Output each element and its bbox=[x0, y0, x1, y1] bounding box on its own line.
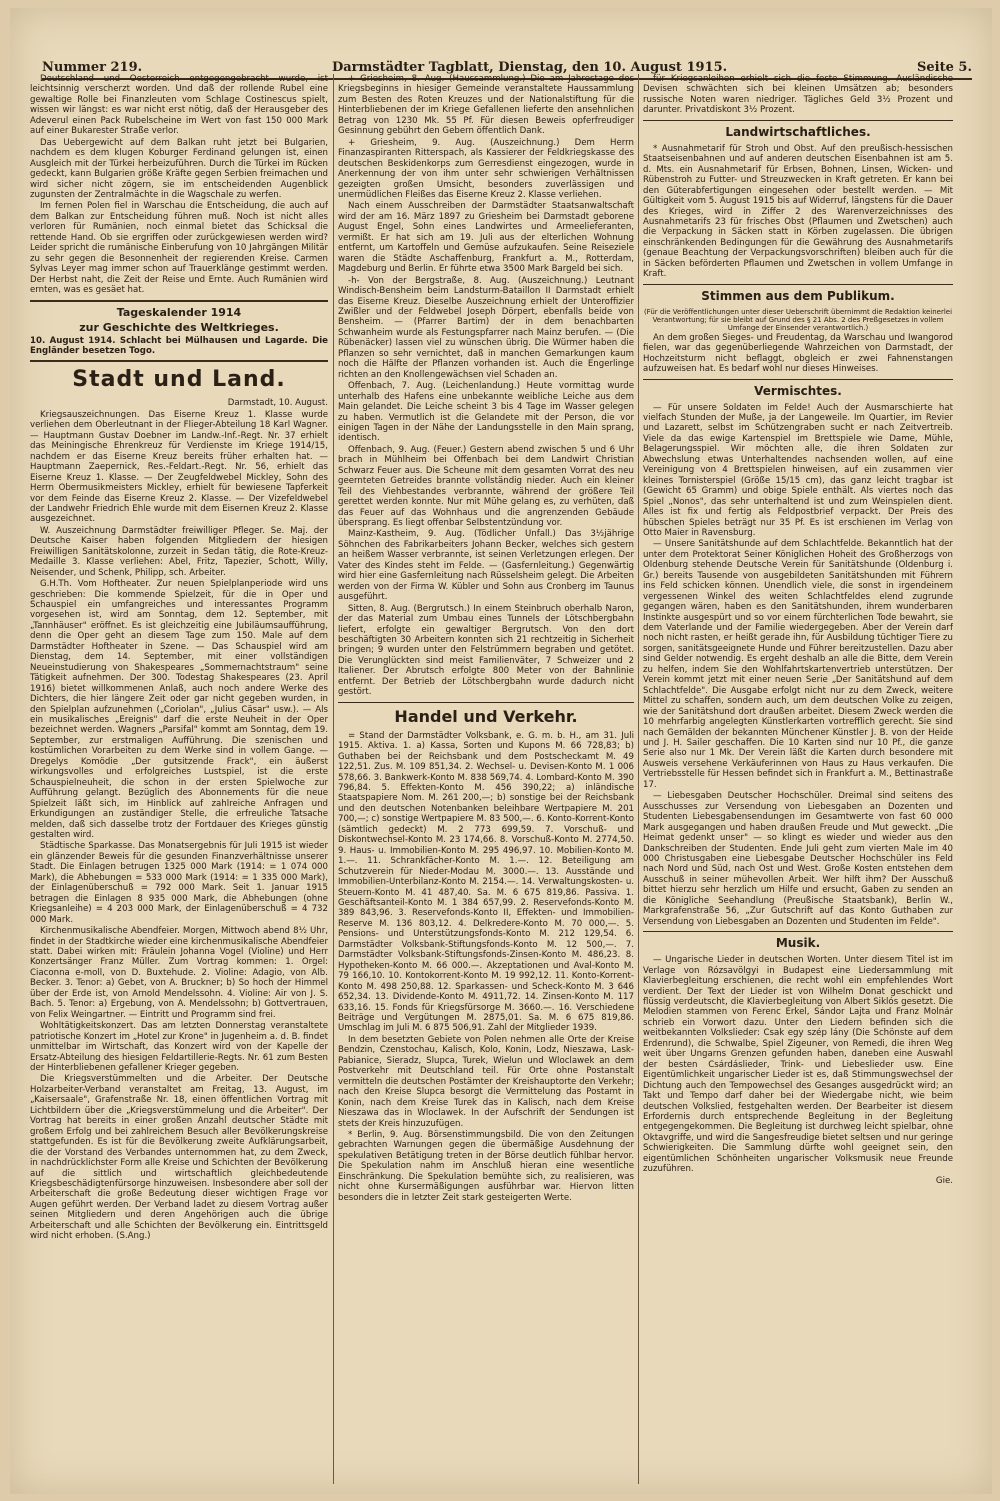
article-paragraph: — Für unsere Soldaten im Felde! Auch der Ausmarschierte hat vielfach Stunden der Muße, ja der Langeweile. Im Quartier, im Revier und Lazarett, selbst im Schützengraben sucht er nach Zeitvertreib. Viele da das ewige Kartenspiel im Brettspiele wie Dame, Mühle, Belagerungsspiel. Wir möchten alle, die ihren Soldaten zur Abwechslung etwas Unterhaltendes nachsenden wollen, auf eine Vereinigung von 4 Brettspielen hinweisen, auf ein zusammen vier kleines Tornisterspiel (Größe 15/15 cm), das ganz leicht tragbar ist (Gewicht 65 Gramm) und obige Spiele enthält. Als viertes noch das Spiel „Nonos", das sehr unterhaltend ist und zum Weinspielen dient. Alles ist fix und fertig als Feldpostbrief verpackt. Der Preis des hübschen Spieles beträgt nur 35 Pf. Es ist erschienen im Verlag von Otto Maier in Ravensburg. bbox=[643, 402, 953, 538]
article-paragraph: — Ungarische Lieder in deutschen Worten. Unter diesem Titel ist im Verlage von Rózsavölgyi in Budapest eine Liedersammlung mit Klavierbegleitung erschienen, die recht wohl ein empfehlendes Wort verdient. Der Text der Lieder ist von Wilhelm Donat geschickt und flüssig verdeutscht, die Klavierbegleitung von Albert Siklós gesetzt. Die Melodien stammen von Ferenc Erkel, Sándor Lajta und Franz Molnár schrieb ein Vorwort dazu. Unter den Liedern befinden sich die weitbekannten Volkslieder: Csak egy szép lány (Die Schönste auf dem Erdenrund), die Schwalbe, Spiel Zigeuner, von Remedi, die ihren Weg weit über Ungarns Grenzen gefunden haben, daneben eine Auswahl der besten Csárdáslieder, Trink- und Liebeslieder usw. Eine Eigentümlichkeit ungarischer Lieder ist es, daß Stimmungswechsel der Dichtung auch den Tempowechsel des Gesanges ausgedrückt wird; an Takt und Tempo darf daher bei der Wiedergabe nicht, wie beim deutschen Volkslied, festgehalten werden. Der Bearbeiter ist diesem Erfordernis durch entsprechende Begleitung in der Begleitung entgegengekommen. Die Begleitung ist durchweg leicht spielbar, ohne Oktavgriffe, und wird die Sangesfreudige bietet seltsen und nur geringe Schwierigkeiten. Die Sammlung dürfte wohl geeignet sein, den eigentümlichen Schönheiten ungarischer Volksmusik neue Freunde zuzuführen. bbox=[643, 955, 953, 1175]
article-paragraph: Offenbach, 7. Aug. (Leichenlandung.) Heute vormittag wurde unterhalb des Hafens eine unbekannte weibliche Leiche aus dem Main gelandet. Die Leiche scheint 3 bis 4 Tage im Wasser gelegen zu haben. Vermutlich ist die Gelandete mit der Person, die vor einigen Tagen in der Nähe der Landungsstelle in den Main sprang, identisch. bbox=[338, 381, 634, 444]
dateline: Darmstadt, 10. August. bbox=[227, 398, 328, 409]
section-heading-landwirtschaftliches: Landwirtschaftliches. bbox=[725, 124, 871, 139]
article-paragraph: Das Uebergewicht auf dem Balkan ruht jetzt bei Bulgarien, nachdem es dem klugen Koburger Ferdinand gelungen ist, einen Ausgleich mit der Türkei herbeizuführen. Durch die Türkei im Rücken gedeckt, kann Bulgarien größe Kräfte gegen Serbien freimachen und wird sicher nicht zögern, sie im entscheidenden Augenblick zugunsten der Zentralmächte in die Wagschale zu werfen. bbox=[30, 137, 328, 200]
article-paragraph: + Griesheim, 9. Aug. (Auszeichnung.) Dem Herrn Finanzaspiranten Ritterspach, als Kassierer der Feldkriegskasse des deutschen Beskidenkorps zum Gerresdienst eingezogen, wurde in Anerkennung der von ihm unter sehr schwierigen Verhältnissen gezeigten großen Umsicht, besonders zuverlässigen und unermüdlichen Fleißes das Eiserne Kreuz 2. Klasse verliehen. bbox=[338, 137, 634, 200]
article-paragraph: Die Kriegsverstümmelten und die Arbeiter. Der Deutsche Holzarbeiter-Verband veranstaltet am Freitag, 13. August, im „Kaisersaale", Grafenstraße Nr. 18, einen öffentlichen Vortrag mit Lichtbildern über die „Kriegsverstümmelung und die Arbeiter". Der Vortrag hat bereits in einer großen Anzahl deutscher Städte mit großem Erfolg und bei zahlreichem Besuch aller Bevölkerungskreise stattgefunden. Es ist für die Bevölkerung zweite Aufklärungsarbeit, die der Vorstand des Verbandes unternommen hat, zu dem Zweck, in nachdrücklichster Form alle Kreise und Schichten der Bevölkerung auf die sittlich und wirtschaftlich gleichbedeutende Kriegsbeschädigtenfürsorge hinzuweisen. Insbesondere aber soll der Arbeiterschaft die große Bedeutung dieser wichtigen Frage vor Augen geführt werden. Der Verband ladet zu diesem Vortrag außer seinen Mitgliedern und deren Angehörigen auch die übrige Arbeiterschaft und alle Schichten der Bevölkerung ein. Eintrittsgeld wird nicht erhoben. (S.Ang.) bbox=[30, 1074, 328, 1242]
author-signature: Gie. bbox=[935, 1175, 953, 1186]
page-number: Seite 5. bbox=[917, 59, 972, 75]
article-paragraph: An dem großen Sieges- und Freudentag, da Warschau und Iwangorod fielen, war das gegenüberliegende Wahrzeichen von Darmstadt, der Hochzeitsturm nicht beflaggt, obgleich er zwei Fahnenstangen aufzuweisen hat. Es bedarf wohl nur dieses Hinweises. bbox=[643, 332, 953, 375]
article-paragraph: Im fernen Polen fiel in Warschau die Entscheidung, die auch auf dem Balkan zur Entscheidung führen muß. Noch ist nicht alles verloren für Rumänien, noch einmal bietet das Schicksal die rettende Hand. Ob sie ergriffen oder zurückgewiesen werden wird? Leider spricht die rumänische Einberufung von 10 Jahrgängen Militär zu sehr gegen die Besonnenheit der regierenden Kreise. Carmen Sylvas Leyer mag immer schon auf Trauerklänge gestimmt werden. Der Herbst naht, die Zeit der Reise und Ernte. Auch Rumänien wird ernten, was es gesäet hat. bbox=[30, 201, 328, 296]
divider bbox=[643, 284, 953, 285]
article-paragraph: -h- Von der Bergstraße, 8. Aug. (Auszeichnung.) Leutnant Windisch-Bensheim beim Landsturm-Bataillon II Darmstadt erhielt das Eiserne Kreuz. Dieselbe Auszeichnung erhielt der Unteroffizier Zwißler und der Feldwebel Joseph Dörpert, ebenfalls beide von Bensheim. — (Pfarrer Bartim) der in dem benachbarten Schwanheim wurde als Festungspfarrer nach Mainz berufen. — (Die Rübenäcker) lassen viel zu wünschen übrig. Die Würmer haben die Pflanzen so sehr vernichtet, daß in manchen Gemarkungen kaum noch die Hälfte der Pflanzen vorhanden ist. Auch die Engerlinge richten an den Knollengewächsen viel Schaden an. bbox=[338, 275, 634, 380]
article-paragraph: In dem besetzten Gebiete von Polen nehmen alle Orte der Kreise Bendzin, Czenstochau, Kalisch, Kolo, Konin, Lodz, Nieszawa, Lask-Pabianice, Sieradz, Slupca, Turek, Wielun und Wloclawek an dem Postverkehr mit Deutschland teil. Für Orte ohne Postanstalt vermitteln die deutschen Postämter der Kreishauptorte den Verkehr; nach den Kreise Slupca besorgt die Vermittelung das Postamt in Konin, nach dem Kreise Turek das in Kalisch, nach dem Kreise Nieszawa das in Wloclawek. In der Aufschrift der Sendungen ist stets der Kreis hinzuzufügen. bbox=[338, 1034, 634, 1129]
article-paragraph: * Ausnahmetarif für Stroh und Obst. Auf den preußisch-hessischen Staatseisenbahnen und auf anderen deutschen Eisenbahnen ist am 5. d. Mts. ein Ausnahmetarif für Erbsen, Bohnen, Linsen, Wicken- und Rübenstroh zu Futter- und Streuzwecken in Kraft getreten. Er kann bei den Güterabfertigungen eingesehen oder bestellt werden. — Mit Gültigkeit vom 5. August 1915 bis auf Widerruf, längstens für die Dauer des Krieges, wird in Ziffer 2 des Warenverzeichnisses des Ausnahmetarifs 23 für frisches Obst (Pflaumen und Zwetschen) auch die Verpackung in Säcken statt in Körben zugelassen. Die übrigen einschränkenden Bedingungen für die Gewährung des Ausnahmetarifs (genaue Beachtung der Verpackungsvorschriften) bleiben auch für die in Säcken beförderten Pflaumen und Zwetschen in vollem Umfange in Kraft. bbox=[643, 143, 953, 280]
article-paragraph: für Kriegsanleihen erhielt sich die feste Stimmung. Ausländische Devisen schwächten sich bei kleinen Umsätzen ab; besonders russische Noten waren niedriger. Tägliches Geld 3½ Prozent und darunter. Privatdiskont 3½ Prozent. bbox=[643, 74, 953, 116]
article-paragraph: Wohltätigkeitskonzert. Das am letzten Donnerstag veranstaltete patriotische Konzert im „Hotel zur Krone" in Jugenheim a. d. B. findet unmittelbar im Wirtschaft, das Konzert wird von der Kapelle der Ersatz-Abteilung des hiesigen Feldartillerie-Regts. Nr. 61 zum Besten der Hinterbliebenen gefallener Krieger gegeben. bbox=[30, 1021, 328, 1073]
divider bbox=[643, 931, 953, 932]
section-heading-handel-und-verkehr: Handel und Verkehr. bbox=[394, 706, 578, 726]
newspaper-title: Darmstädter Tagblatt, Dienstag, den 10. August 1915. bbox=[331, 59, 728, 75]
section-heading-vermischtes: Vermischtes. bbox=[754, 383, 842, 398]
divider bbox=[643, 379, 953, 380]
divider bbox=[643, 120, 953, 121]
article-paragraph: Nach einem Ausschreiben der Darmstädter Staatsanwaltschaft wird der am 16. März 1897 zu Griesheim bei Darmstadt geborene August Engel, Sohn eines Landwirtes und Armeelieferanten, vermißt. Er hat sich am 19. Juli aus der elterlichen Wohnung entfernt, um Kartoffeln und Gemüse aufzukaufen. Seine Reiseziele waren die Städte Aschaffenburg, Frankfurt a. M., Rotterdam, Magdeburg und Berlin. Er führte etwa 3500 Mark Bargeld bei sich. bbox=[338, 201, 634, 275]
article-paragraph: — Unsere Sanitätshunde auf dem Schlachtfelde. Bekanntlich hat der unter dem Protektorat Seiner Königlichen Hoheit des Großherzogs von Oldenburg stehende Deutsche Verein für Sanitätshunde (Oldenburg i. Gr.) bereits Tausende von ausgebildeten Sanitätshunden mit Führern ins Feld schicken können. Unendlich viele, die sonst in irgendeinem vergessenen Winkel des weiten Schlachtfeldes elend zugrunde gegangen wären, haben es den Sanitätshunden, ihrem wunderbaren Instinkte ausgespürt und so vor einem fürchterlichen Tode bewahrt, sie dem Vaterlande und der Familie wiedergegeben. Aber der Verein darf noch nicht rasten, er heißt gerade ihn, für Ausbildung tüchtiger Tiere zu sorgen, sanitätsgeeignete Hunde und Führer bereitzustellen. Dazu aber sind Gelder notwendig. Es ergeht deshalb an alle die Bitte, dem Verein zu helfen, indem Sie den Wohlfahrtskartenvertrieb unterstützen. Der Verein kommt jetzt mit einer neuen Serie „Der Sanitätshund auf dem Schlachtfelde". Die Ausgabe erfolgt nicht nur zu dem Zweck, weitere Mittel zu schaffen, sondern auch, um dem deutschen Volke zu zeigen, wie der Sanitätshund dort draußen arbeitet. Diesem Zweck werden die 10 mehrfarbig angelegten Künstlerkarten vortrefflich gerecht. Sie sind nach Gemälden der bekannten Münchener Künstler J. B. von der Heide und J. H. Sailer geschaffen. Die 10 Karten sind nur 10 Pf., die ganze Serie also nur 1 Mk. Der Verein läßt die Karten durch besondere mit Ausweis versehene Verkäuferinnen von Haus zu Haus verkaufen. Die Vertriebsstelle für Hessen befindet sich in Frankfurt a. M., Bettinastraße 17. bbox=[643, 539, 953, 790]
column-2 bbox=[338, 74, 634, 1484]
section-heading-musik: Musik. bbox=[775, 936, 821, 951]
calendar-subtitle: zur Geschichte des Weltkrieges. bbox=[79, 320, 279, 334]
calendar-entry: 10. August 1914. Schlacht bei Mülhausen und Lagarde. Die Engländer besetzen Togo. bbox=[30, 335, 328, 356]
column-1 bbox=[30, 74, 328, 1484]
article-paragraph: — Liebesgaben Deutscher Hochschüler. Dreimal sind seitens des Ausschusses zur Versendung von Liebesgaben an Dozenten und Studenten Liebesgabensendungen im Gesamtwerte von fast 60 000 Mark ausgegangen und haben draußen Freude und Mut geweckt. „Die Heimat gedenkt unser" — so klingt es wieder und wieder aus den Dankschreiben der Studenten. Ende Juli geht zum vierten Male im 40 000 Christusgaben eine Liebesgabe Deutscher Hochschüler ins Feld nach Nord und Süd, nach Ost und West. Große Kosten entstehen dem Ausschuß in seiner mühevollen Arbeit. Wer hilft ihm? Der Ausschuß bittet hierzu sehr herzlich um Hilfe und ersucht, Gaben zu senden an die Königliche Seehandlung (Preußische Staatsbank), Berlin W., Markgrafenstraße 56, „Zur Gutschrift auf das Konto Guthaben zur Versendung von Liebesgaben an Dozenten und Studenten im Felde". bbox=[643, 791, 953, 927]
article-paragraph: Deutschland und Oesterreich entgegengebracht wurde, ist leichtsinnig verscherzt worden. Und daß der rollende Rubel eine gewaltige Rolle bei Finanzleuten vom Schlage Costinescus spielt, wissen wir längst: es war nicht erst nötig, daß der Herausgeber des Adeverul einen Pack Rubelscheine im Wert von fast 150 000 Mark auf einer Bukarester Straße verlor. bbox=[30, 74, 328, 137]
divider bbox=[338, 702, 634, 703]
section-heading-stimmen: Stimmen aus dem Publikum. bbox=[701, 288, 895, 303]
section-heading-stadt-und-land: Stadt und Land. bbox=[72, 367, 286, 393]
article-paragraph: + Griesheim, 8. Aug. (Haussammlung.) Die am Jahrestage des Kriegsbeginns in hiesiger Gemeinde veranstaltete Haussammlung zum Besten des Roten Kreuzes und der Nationalstiftung für die Hinterbliebenen der im Kriege Gefallenen lieferte den ansehnlichen Betrag von 1230 Mk. 55 Pf. Für diesen Beweis opferfreudiger Gesinnung gebührt den Gebern öffentlich Dank. bbox=[338, 74, 634, 137]
article-paragraph: * Berlin, 9. Aug. Börsenstimmungsbild. Die von den Zeitungen gebrachten Warnungen gegen die übermäßige Ausdehnung der spekulativen Betätigung treten in der Börse deutlich fühlbar hervor. Die Spekulation nahm im Anschluß hieran eine wesentliche Einschränkung. Die Spekulation bemühte sich, zu realisieren, was nicht ohne Kursermäßigungen ausführbar war. Hiervon litten besonders die in letzter Zeit stark gesteigerten Werte. bbox=[338, 1129, 634, 1203]
article-paragraph: Kirchenmusikalische Abendfeier. Morgen, Mittwoch abend 8½ Uhr, findet in der Stadtkirche wieder eine kirchenmusikalische Abendfeier statt. Dabei wirken mit: Fräulein Johanna Vogel (Violine) und Herr Konzertsänger Franz Müller. Zum Vortrag kommen: 1. Orgel: Ciaconna e-moll, von D. Buxtehude. 2. Violine: Adagio, von Alb. Becker. 3. Tenor: a) Gebet, von A. Bruckner; b) So hoch der Himmel über der Erde ist, von Arnold Mendelssohn. 4. Violine: Air von J. S. Bach. 5. Tenor: a) Ergebung, von A. Mendelssohn; b) Gottvertrauen, von Felix Weingartner. — Eintritt und Programm sind frei. bbox=[30, 926, 328, 1020]
article-paragraph: Offenbach, 9. Aug. (Feuer.) Gestern abend zwischen 5 und 6 Uhr brach in Mühlheim bei Offenbach bei dem Landwirt Christian Schwarz Feuer aus. Die Scheune mit dem gesamten Vorrat des neu geernteten Getreides brannte vollständig nieder. Auch ein kleiner Teil des Viehbestandes verbrannte, während der größere Teil gerettet werden konnte. Nur mit Mühe gelang es, zu verhüten, daß das Feuer auf das Wohnhaus und die angrenzenden Gebäude übersprang. Es liegt offenbar Selbstentzündung vor. bbox=[338, 444, 634, 529]
issue-number: Nummer 219. bbox=[42, 59, 143, 75]
article-paragraph: Kriegsauszeichnungen. Das Eiserne Kreuz 1. Klasse wurde verliehen dem Oberleutnant in der Flieger-Abteilung 18 Karl Wagner. — Hauptmann Gustav Doebner im Landw.-Inf.-Regt. Nr. 37 erhielt das Meiningische Ehrenkreuz für Verdienste im Kriege 1914/15, nachdem er das Eiserne Kreuz bereits früher erhalten hat. — Hauptmann Zaepernick, Res.-Feldart.-Regt. Nr. 56, erhielt das Eiserne Kreuz 1. Klasse. — Der Zeugfeldwebel Mickley, Sohn des Herrn Obermusikmeisters Mickley, erhielt für bewiesene Tapferkeit vor dem Feinde das Eiserne Kreuz 2. Klasse. — Der Vizefeldwebel der Landwehr Friedrich Ehle wurde mit dem Eisernen Kreuz 2. Klasse ausgezeichnet. bbox=[30, 409, 328, 525]
article-paragraph: Städtische Sparkasse. Das Monatsergebnis für Juli 1915 ist wieder ein glänzender Beweis für die gesunden Finanzverhältnisse unserer Stadt. Die Einlagen betrugen 1325 000 Mark (1914: = 1 074 000 Mark), die Abhebungen = 533 000 Mark (1914: = 1 335 000 Mark), der Einlagenüberschuß = 792 000 Mark. Seit 1. Januar 1915 betragen die Einlagen 8 935 000 Mark, die Abhebungen (ohne Kriegsanleihe) = 4 203 000 Mark, der Einlagenüberschuß = 4 732 000 Mark. bbox=[30, 841, 328, 925]
column-3 bbox=[643, 74, 953, 1484]
disclaimer-note: (Für die Veröffentlichungen unter dieser Ueberschrift übernimmt die Redaktion keinerlei Verantwortung; für sie bleibt auf Grund des § 21 Abs. 2 des Preßgesetzes in vollem Umfange der Einsender verantwortlich.) bbox=[643, 307, 953, 332]
article-paragraph: Mainz-Kastheim, 9. Aug. (Tödlicher Unfall.) Das 3½jährige Söhnchen des Fabrikarbeiters Johann Becker, welches sich gestern an heißem Wasser verbrannte, ist seinen Verletzungen erlegen. Der Vater des Kindes steht im Felde. — (Gasfernleitung.) Gegenwärtig wird hier eine Gasfernleitung nach Rüsselsheim gelegt. Die Arbeiten werden von der Firma W. Kübler und Sohn aus Cronberg im Taunus ausgeführt. bbox=[338, 529, 634, 603]
article-paragraph: Sitten, 8. Aug. (Bergrutsch.) In einem Steinbruch oberhalb Naron, der das Material zum Umbau eines Tunnels der Lötschbergbahn liefert, erfolgte ein gewaltiger Bergrutsch. Von den dort beschäftigten 30 Arbeitern konnten sich 21 rechtzeitig in Sicherheit bringen; 9 wurden unter den Felstrümmern begraben und getötet. Die Verunglückten sind meist Familienväter, 7 Schweizer und 2 Italiener. Der Abrutsch erfolgte 800 Meter von der Bahnlinie entfernt. Der Betrieb der Lötschbergbahn wurde dadurch nicht gestört. bbox=[338, 603, 634, 698]
article-paragraph: W. Auszeichnung Darmstädter freiwilliger Pfleger. Se. Maj. der Deutsche Kaiser haben folgenden Mitgliedern der hiesigen Freiwilligen Sanitätskolonne, zurzeit in Sedan tätig, die Rote-Kreuz-Medaille 3. Klasse verliehen: Abel, Fritz, Tapezier, Schott, Willy, Neisender, und Schenk, Philipp, sch. Arbeiter. bbox=[30, 525, 328, 578]
column-divider bbox=[638, 74, 639, 1484]
divider bbox=[30, 300, 328, 302]
divider bbox=[30, 360, 328, 362]
calendar-title: Tageskalender 1914 bbox=[116, 305, 242, 319]
column-divider bbox=[333, 74, 334, 1484]
article-paragraph: G.H.Th. Vom Hoftheater. Zur neuen Spielplanperiode wird uns geschrieben: Die kommende Spielzeit, für die in Oper und Schauspiel ein umfangreiches und interessantes Programm vorgesehen ist, wird am Sonntag, dem 12. September, mit „Tannhäuser" eröffnet. Es ist gleichzeitig eine Jubiläumsaufführung, denn die Oper geht an diesem Tage zum 150. Male auf dem Darmstädter Hoftheater in Szene. — Das Schauspiel wird am Dienstag, dem 14. September, mit einer vollständigen Neueinstudierung von Shakespeares „Sommernachtstraum" seine Tätigkeit aufnehmen. Der 300. Todestag Shakespeares (23. April 1916) bietet willkommenen Anlaß, auch noch andere Werke des Dichters, die hier längere Zeit oder gar nicht gegeben wurden, in den Spielplan aufzunehmen („Coriolan", „Julius Cäsar" usw.). — Als ein musikalisches „Ereignis" darf die erste Neuheit in der Oper bezeichnet werden. Wagners „Parsifal" kommt am Sonntag, dem 19. September, zur erstmaligen Aufführung. Die szenischen und kostümlichen Vorarbeiten zu dem Werke sind in vollem Gange. — Dregelys Komödie „Der gutsitzende Frack", ein äußerst wirkungsvolles und erfolgreiches Lustspiel, ist die erste Schauspielneuheit, die schon in der ersten Spielwoche zur Aufführung gelangt. Bezüglich des Abonnements für die neue Spielzeit läßt sich, im Hinblick auf zahlreiche Anfragen und Erkundigungen an zuständiger Stelle, die erfreuliche Tatsache melden, daß sich dasselbe trotz der Fortdauer des Krieges günstig gestalten wird. bbox=[30, 579, 328, 840]
article-paragraph: = Stand der Darmstädter Volksbank, e. G. m. b. H., am 31. Juli 1915. Aktiva. 1. a) Kassa, Sorten und Kupons M. 66 728,83; b) Guthaben bei der Reichsbank und dem Postscheckamt M. 49 122,51. Zus. M. 109 851,34. 2. Wechsel- u. Devisen-Konto M. 1 006 578,66. 3. Bankwerk-Konto M. 838 569,74. 4. Lombard-Konto M. 390 796,84. 5. Effekten-Konto M. 456 390,22; a) inländische Staatspapiere Nom. M. 261 200,—; b) sonstige bei der Reichsbank und den deutschen Notenbanken beleihbare Wertpapiere M. 201 700,—; c) sonstige Wertpapiere M. 83 500,—. 6. Konto-Korrent-Konto (sämtlich gedeckt) M. 2 773 699,59. 7. Vorschuß- und Diskontwechsel-Konto M. 23 174,66. 8. Vorschuß-Konto M. 2774,50. 9. Haus- u. Immobilien-Konto M. 295 496,97. 10. Mobilien-Konto M. 1.—. 11. Schrankfächer-Konto M. 1.—. 12. Beteiligung am Schutzverein für Nieder-Modau M. 3000.—. 13. Ausstände und Immobilien-Unterbilanz-Konto M. 2154.—. 14. Verwaltungskosten- u. Steuern-Konto M. 41 487,40. Sa. M. 6 675 819,86. Passiva. 1. Geschäftsanteil-Konto M. 1 384 657,99. 2. Reservefonds-Konto M. 389 843,96. 3. Reservefonds-Konto II, Effekten- und Immobilien-Reserve M. 136 803,12. 4. Delkredere-Konto M. 70 000,—. 5. Pensions- und Unterstützungsfonds-Konto M. 212 129,54. 6. Darmstädter Volksbank-Stiftungsfonds-Konto M. 12 500,—. 7. Darmstädter Volksbank-Stiftungsfonds-Zinsen-Konto M. 486,23. 8. Hypotheken-Konto M. 66 000.—. Akzeptationen und Aval-Konto M. 79 166,10. 10. Kontokorrent-Konto M. 19 992,12. 11. Konto-Korrent-Konto M. 498 250,88. 12. Sparkassen- und Scheck-Konto M. 3 646 652,34. 13. Dividende-Konto M. 4911,72. 14. Zinsen-Konto M. 117 633,16. 15. Fonds für Kriegsfürsorge M. 3660.—. 16. Verschiedene Beiträge und Vergütungen M. 2875,01. Sa. M. 6 675 819,86. Umschlag im Juli M. 6 875 506,91. Zahl der Mitglieder 1939. bbox=[338, 730, 634, 1034]
